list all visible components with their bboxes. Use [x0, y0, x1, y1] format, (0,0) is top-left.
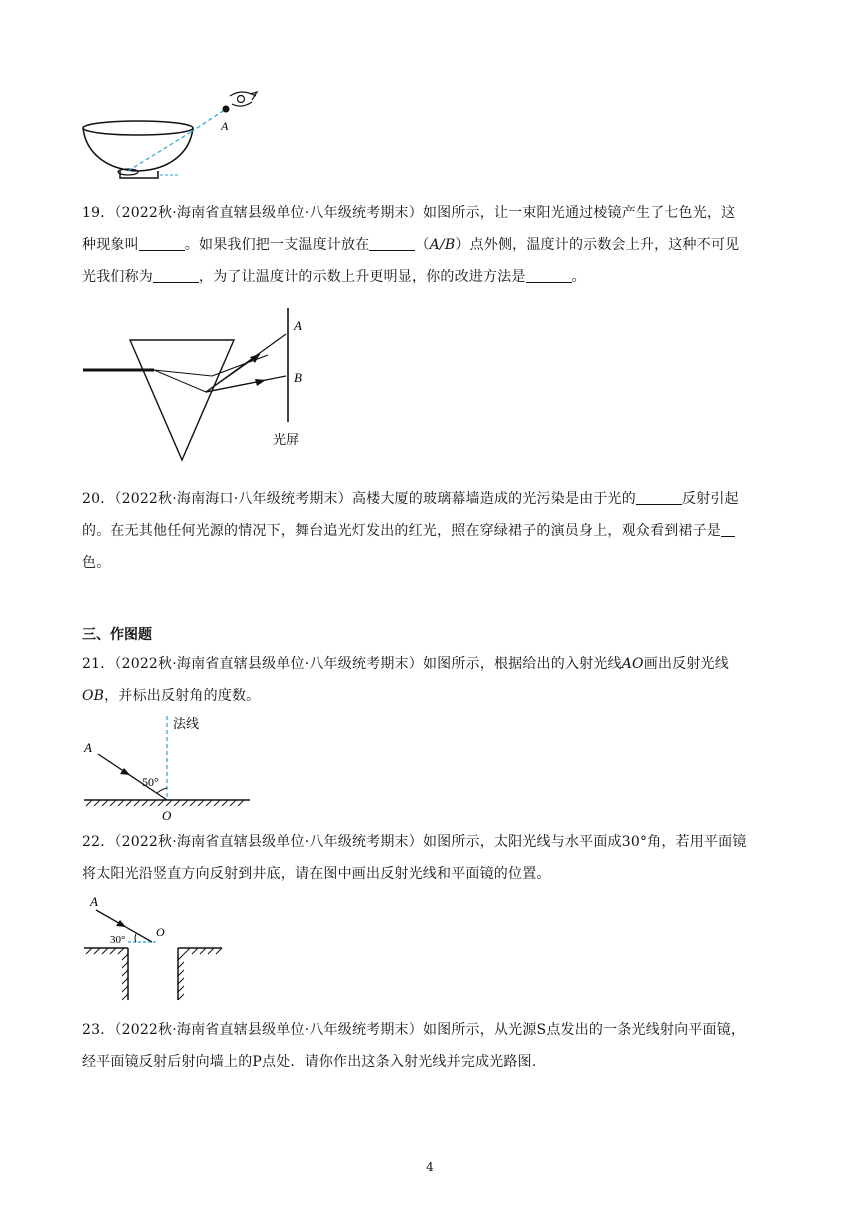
eye-icon — [230, 92, 257, 106]
question-23 — [82, 1014, 782, 1078]
blank-improvement[interactable] — [526, 266, 572, 283]
question-20 — [82, 483, 782, 579]
screen-label: 光屏 — [273, 432, 300, 447]
blank-phenomenon[interactable] — [139, 234, 185, 251]
q23-line-2: 经平面镜反射后射向墙上的P点处．请你作出这条入射光线并完成光路图. — [82, 1054, 537, 1070]
normal-label: 法线 — [173, 716, 200, 731]
q23-line-1: 23．（2022秋·海南省直辖县级单位·八年级统考期末）如图所示，从光源S点发出的一条光线射向平面镜， — [82, 1022, 746, 1038]
label-o: O — [156, 925, 165, 939]
blank-reflection-type[interactable] — [636, 488, 682, 505]
q20-line-1: 20．（2022秋·海南海口·八年级统考期末）高楼大厦的玻璃幕墙造成的光污染是由于光的 反射引起 — [82, 483, 782, 515]
label-b: B — [294, 370, 302, 385]
q19-line-2: 种现象叫 。如果我们把一支温度计放在 （A/B）点外侧，温度计的示数会上升，这种不可见 — [82, 229, 782, 261]
label-a: A — [221, 119, 229, 133]
bowl-figure — [80, 88, 270, 184]
question-19 — [82, 197, 782, 293]
label-a: A — [90, 894, 98, 909]
label-o: O — [162, 808, 172, 823]
question-21 — [82, 648, 782, 712]
page-number: 4 — [426, 1160, 434, 1174]
prism-figure — [80, 302, 340, 470]
section-title: 三、作图题 — [82, 627, 152, 643]
angle-label: 50° — [142, 775, 159, 789]
q22-line-2: 将太阳光沿竖直方向反射到井底，请在图中画出反射光线和平面镜的位置。 — [82, 866, 551, 882]
q22-line-1: 22．（2022秋·海南省直辖县级单位·八年级统考期末）如图所示，太阳光线与水平面成30°角，若用平面镜 — [82, 834, 747, 850]
q19-line-3: 光我们称为 ，为了让温度计的示数上升更明显，你的改进方法是 。 — [82, 261, 782, 293]
well-figure — [80, 892, 230, 1004]
question-22 — [82, 826, 782, 890]
blank-invisible-light[interactable] — [153, 266, 199, 283]
q20-line-3: 色。 — [82, 555, 111, 571]
q21-line-1: 21．（2022秋·海南省直辖县级单位·八年级统考期末）如图所示，根据给出的入射光线AO画出反射光线 — [82, 656, 729, 672]
blank-color[interactable] — [721, 520, 735, 537]
label-a: A — [84, 740, 92, 755]
point-a-dot — [223, 106, 230, 113]
q20-line-2: 的。在无其他任何光源的情况下，舞台追光灯发出的红光，照在穿绿裙子的演员身上，观众看到裙子是 — [82, 515, 782, 547]
q19-line-1: 19．（2022秋·海南省直辖县级单位·八年级统考期末）如图所示，让一束阳光通过棱镜产生了七色光，这 — [82, 205, 736, 221]
normal-figure — [80, 712, 260, 824]
label-a: A — [294, 318, 302, 333]
q21-line-2: OB，并标出反射角的度数。 — [82, 688, 261, 704]
blank-point[interactable] — [369, 234, 415, 251]
angle-label: 30° — [110, 934, 126, 946]
